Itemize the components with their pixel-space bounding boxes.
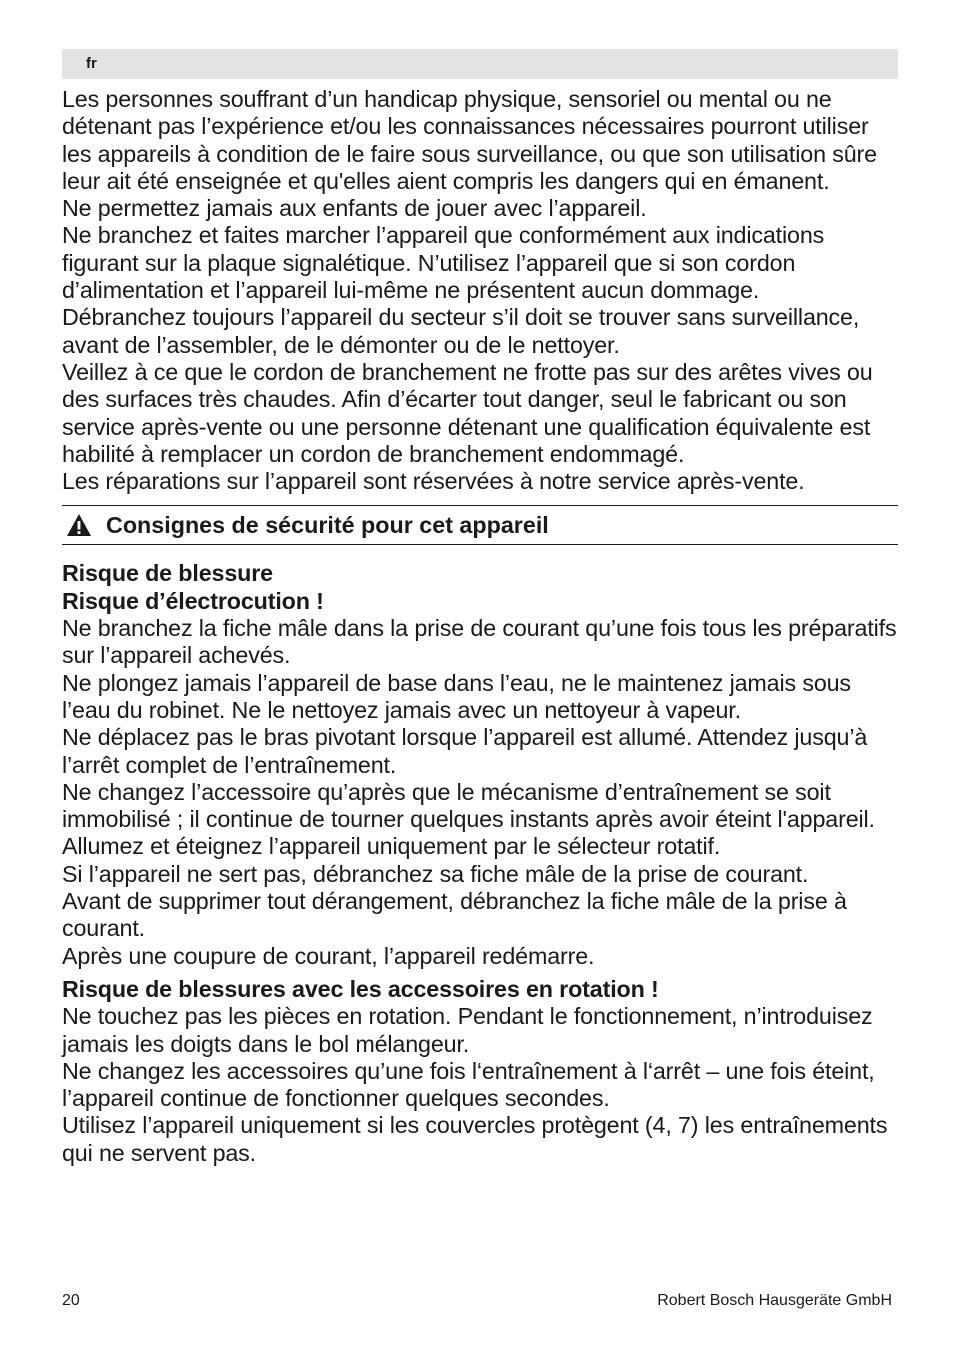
safety-paragraph: Après une coupure de courant, l’appareil redémarre. xyxy=(62,942,595,969)
warning-triangle-icon xyxy=(66,513,92,537)
language-bar xyxy=(62,49,898,79)
rotation-paragraph: Ne touchez pas les pièces en rotation. Pendant le fonctionnement, n’introduisez jamais les doigts dans le bol mélangeur. xyxy=(62,1003,873,1057)
subheading-rotation: Risque de blessures avec les accessoires en rotation ! xyxy=(62,975,659,1002)
safety-paragraph: Ne déplacez pas le bras pivotant lorsque l’appareil est allumé. Attendez jusqu’à l’arrêt complet de l’entraînement. xyxy=(62,724,868,778)
safety-paragraph: Ne changez l’accessoire qu’après que le mécanisme d’entraînement se soit immobilisé ; il continue de tourner quelques instants après avoir éteint l'appareil. xyxy=(62,778,875,833)
rotation-paragraph: Utilisez l’appareil uniquement si les couvercles protègent (4, 7) les entraînements qui ne servent pas. xyxy=(62,1112,888,1166)
document-body xyxy=(62,86,902,1167)
intro-paragraph: Veillez à ce que le cordon de branchement ne frotte pas sur des arêtes vives ou des surfaces très chaudes. Afin d’écarter tout danger, seul le fabricant ou son service après-vente ou une personne détenant une qualification équivalente est habilité à remplacer un cordon de branchement endommagé. xyxy=(62,358,873,467)
safety-paragraph: Avant de supprimer tout dérangement, débranchez la fiche mâle de la prise à courant. xyxy=(62,888,847,942)
language-label: fr xyxy=(86,55,97,72)
intro-paragraph: Débranchez toujours l’appareil du secteur s’il doit se trouver sans surveillance, avant de l’assembler, de le démonter ou de le nettoyer. xyxy=(62,304,860,358)
intro-paragraph: Les réparations sur l’appareil sont réservées à notre service après-vente. xyxy=(62,468,805,495)
intro-paragraph: Ne permettez jamais aux enfants de jouer avec l’appareil. xyxy=(62,195,647,222)
safety-paragraph: Allumez et éteignez l’appareil uniquement par le sélecteur rotatif. xyxy=(62,833,721,860)
intro-paragraph: Ne branchez et faites marcher l’appareil que conformément aux indications figurant sur la plaque signalétique. N’utilisez l’appareil que si son cordon d’alimentation et l’appareil lui-même ne présentent aucun dommage. xyxy=(62,222,825,304)
section-title: Consignes de sécurité pour cet appareil xyxy=(106,511,549,538)
company-name: Robert Bosch Hausgeräte GmbH xyxy=(657,1292,892,1309)
subheading-electrocution: Risque d’électrocution ! xyxy=(62,587,324,614)
subheading-injury: Risque de blessure xyxy=(62,560,273,587)
safety-paragraph: Ne branchez la fiche mâle dans la prise de courant qu’une fois tous les préparatifs sur l’appareil achevés. xyxy=(62,615,897,669)
safety-paragraph: Si l’appareil ne sert pas, débranchez sa fiche mâle de la prise de courant. xyxy=(62,860,809,887)
section-heading xyxy=(62,505,898,545)
page-number: 20 xyxy=(62,1292,80,1309)
safety-paragraph: Ne plongez jamais l’appareil de base dans l’eau, ne le maintenez jamais sous l’eau du robinet. Ne le nettoyez jamais avec un nettoyeur à vapeur. xyxy=(62,669,851,723)
intro-paragraph: Les personnes souffrant d’un handicap physique, sensoriel ou mental ou ne détenant pas l’expérience et/ou les connaissances nécessaires pourront utiliser les appareils à condition de le faire sous surveillance, ou que son utilisation sûre leur ait été enseignée et qu'elles aient compris les dangers qui en émanent. xyxy=(62,86,877,194)
rotation-paragraph: Ne changez les accessoires qu’une fois l‘entraînement à l‘arrêt – une fois éteint, l’appareil continue de fonctionner quelques secondes. xyxy=(62,1057,875,1112)
